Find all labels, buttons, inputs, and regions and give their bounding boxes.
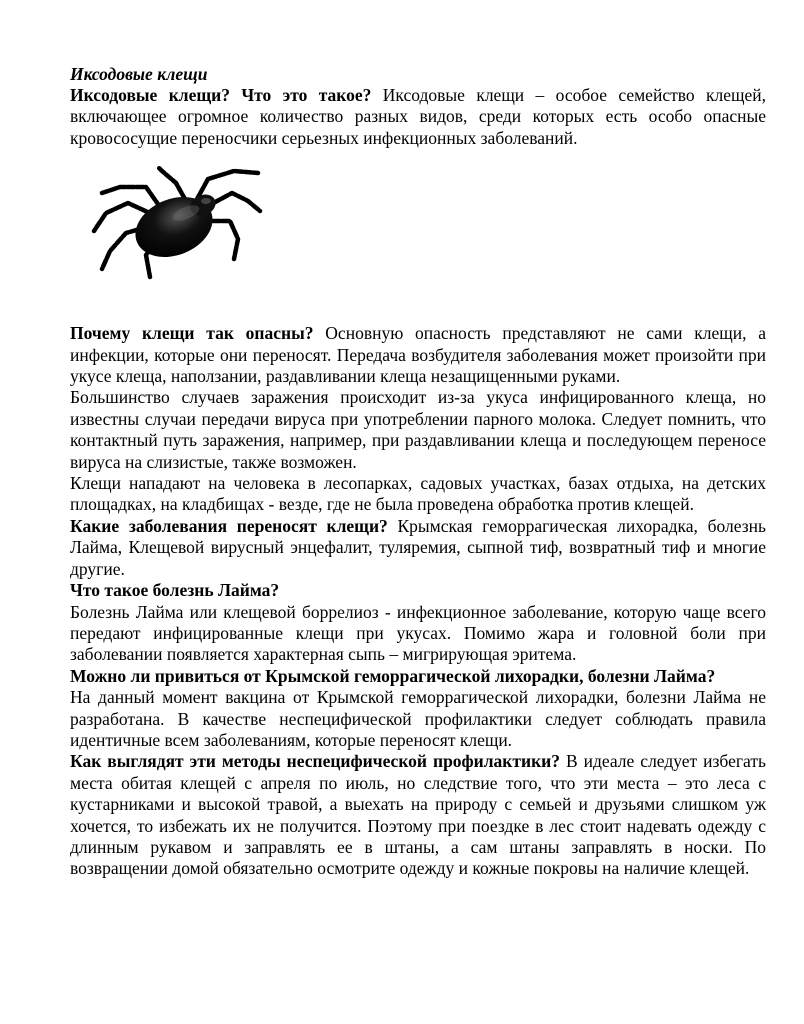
diseases-answer: Крымская геморрагическая лихорадка, болезнь Лайма, Клещевой вирусный энцефалит, туляремия, сыпной тиф, возвратный тиф и многие другие. <box>70 515 766 579</box>
vaccine-answer: На данный момент вакцина от Крымской геморрагической лихорадки, болезни Лайма не разработана. В качестве неспецифической профилактики следует соблюдать правила идентичные всем заболеваниям, которые переносят клещи. <box>70 687 766 750</box>
intro-answer: Иксодовые клещи – особое семейство клещей, включающее огромное количество разных видов, среди которых есть особо опасные кровососущие переносчики серьезных инфекционных заболеваний. <box>70 85 766 148</box>
lyme-answer: Болезнь Лайма или клещевой боррелиоз - инфекционное заболевание, которую чаще всего передают инфицированные клещи при укусах. Помимо жара и головной боли при заболевании появляется характерная сыпь – мигрирующая эритема. <box>70 601 766 665</box>
lyme-question <box>70 580 766 601</box>
methods-question: Как выглядят эти методы неспецифической профилактики? <box>70 751 560 772</box>
tick-icon <box>88 165 268 281</box>
danger-paragraph <box>70 323 766 387</box>
intro-paragraph <box>70 85 766 149</box>
document-title: Иксодовые клещи <box>70 64 208 84</box>
methods-paragraph <box>70 751 766 879</box>
vaccine-question-text: Можно ли привиться от Крымской геморрагической лихорадки, болезни Лайма? <box>70 665 716 686</box>
intro-question: Иксодовые клещи? Что это такое? <box>70 85 372 105</box>
methods-answer: В идеале следует избегать места обитая клещей с апреля по июль, но следствие того, что эти места – это леса с кустарниками и высокой травой, а выехать на природу с семьей и друзьями слишком уж хочется, то избежать их не получится. Поэтому при поездке в лес стоит надевать одежду с длинным рукавом и заправлять ее в штаны, а сам штаны заправлять в носки. По возвращении домой обязательно осмотрите одежду и кожные покровы на наличие клещей. <box>70 751 766 879</box>
attack-paragraph: Клещи нападают на человека в лесопарках, садовых участках, базах отдыха, на детских площадках, на кладбищах - везде, где не была проведена обработка против клещей. <box>70 473 766 515</box>
vaccine-question <box>70 666 766 687</box>
danger-question: Почему клещи так опасны? <box>70 323 314 344</box>
danger-answer: Основную опасность представляют не сами клещи, а инфекции, которые они переносят. Передача возбудителя заболевания может произойти при укусе клеща, наползании, раздавливании клеща незащищенными руками. <box>70 323 767 387</box>
infection-paragraph: Большинство случаев заражения происходит из-за укуса инфицированного клеща, но известны случаи передачи вируса при употреблении парного молока. Следует помнить, что контактный путь заражения, например, при раздавливании клеща и последующем переносе вируса на слизистые, также возможен. <box>70 387 766 472</box>
lyme-question-text: Что такое болезнь Лайма? <box>70 580 280 601</box>
diseases-paragraph <box>70 516 766 580</box>
diseases-question: Какие заболевания переносят клещи? <box>70 515 388 536</box>
